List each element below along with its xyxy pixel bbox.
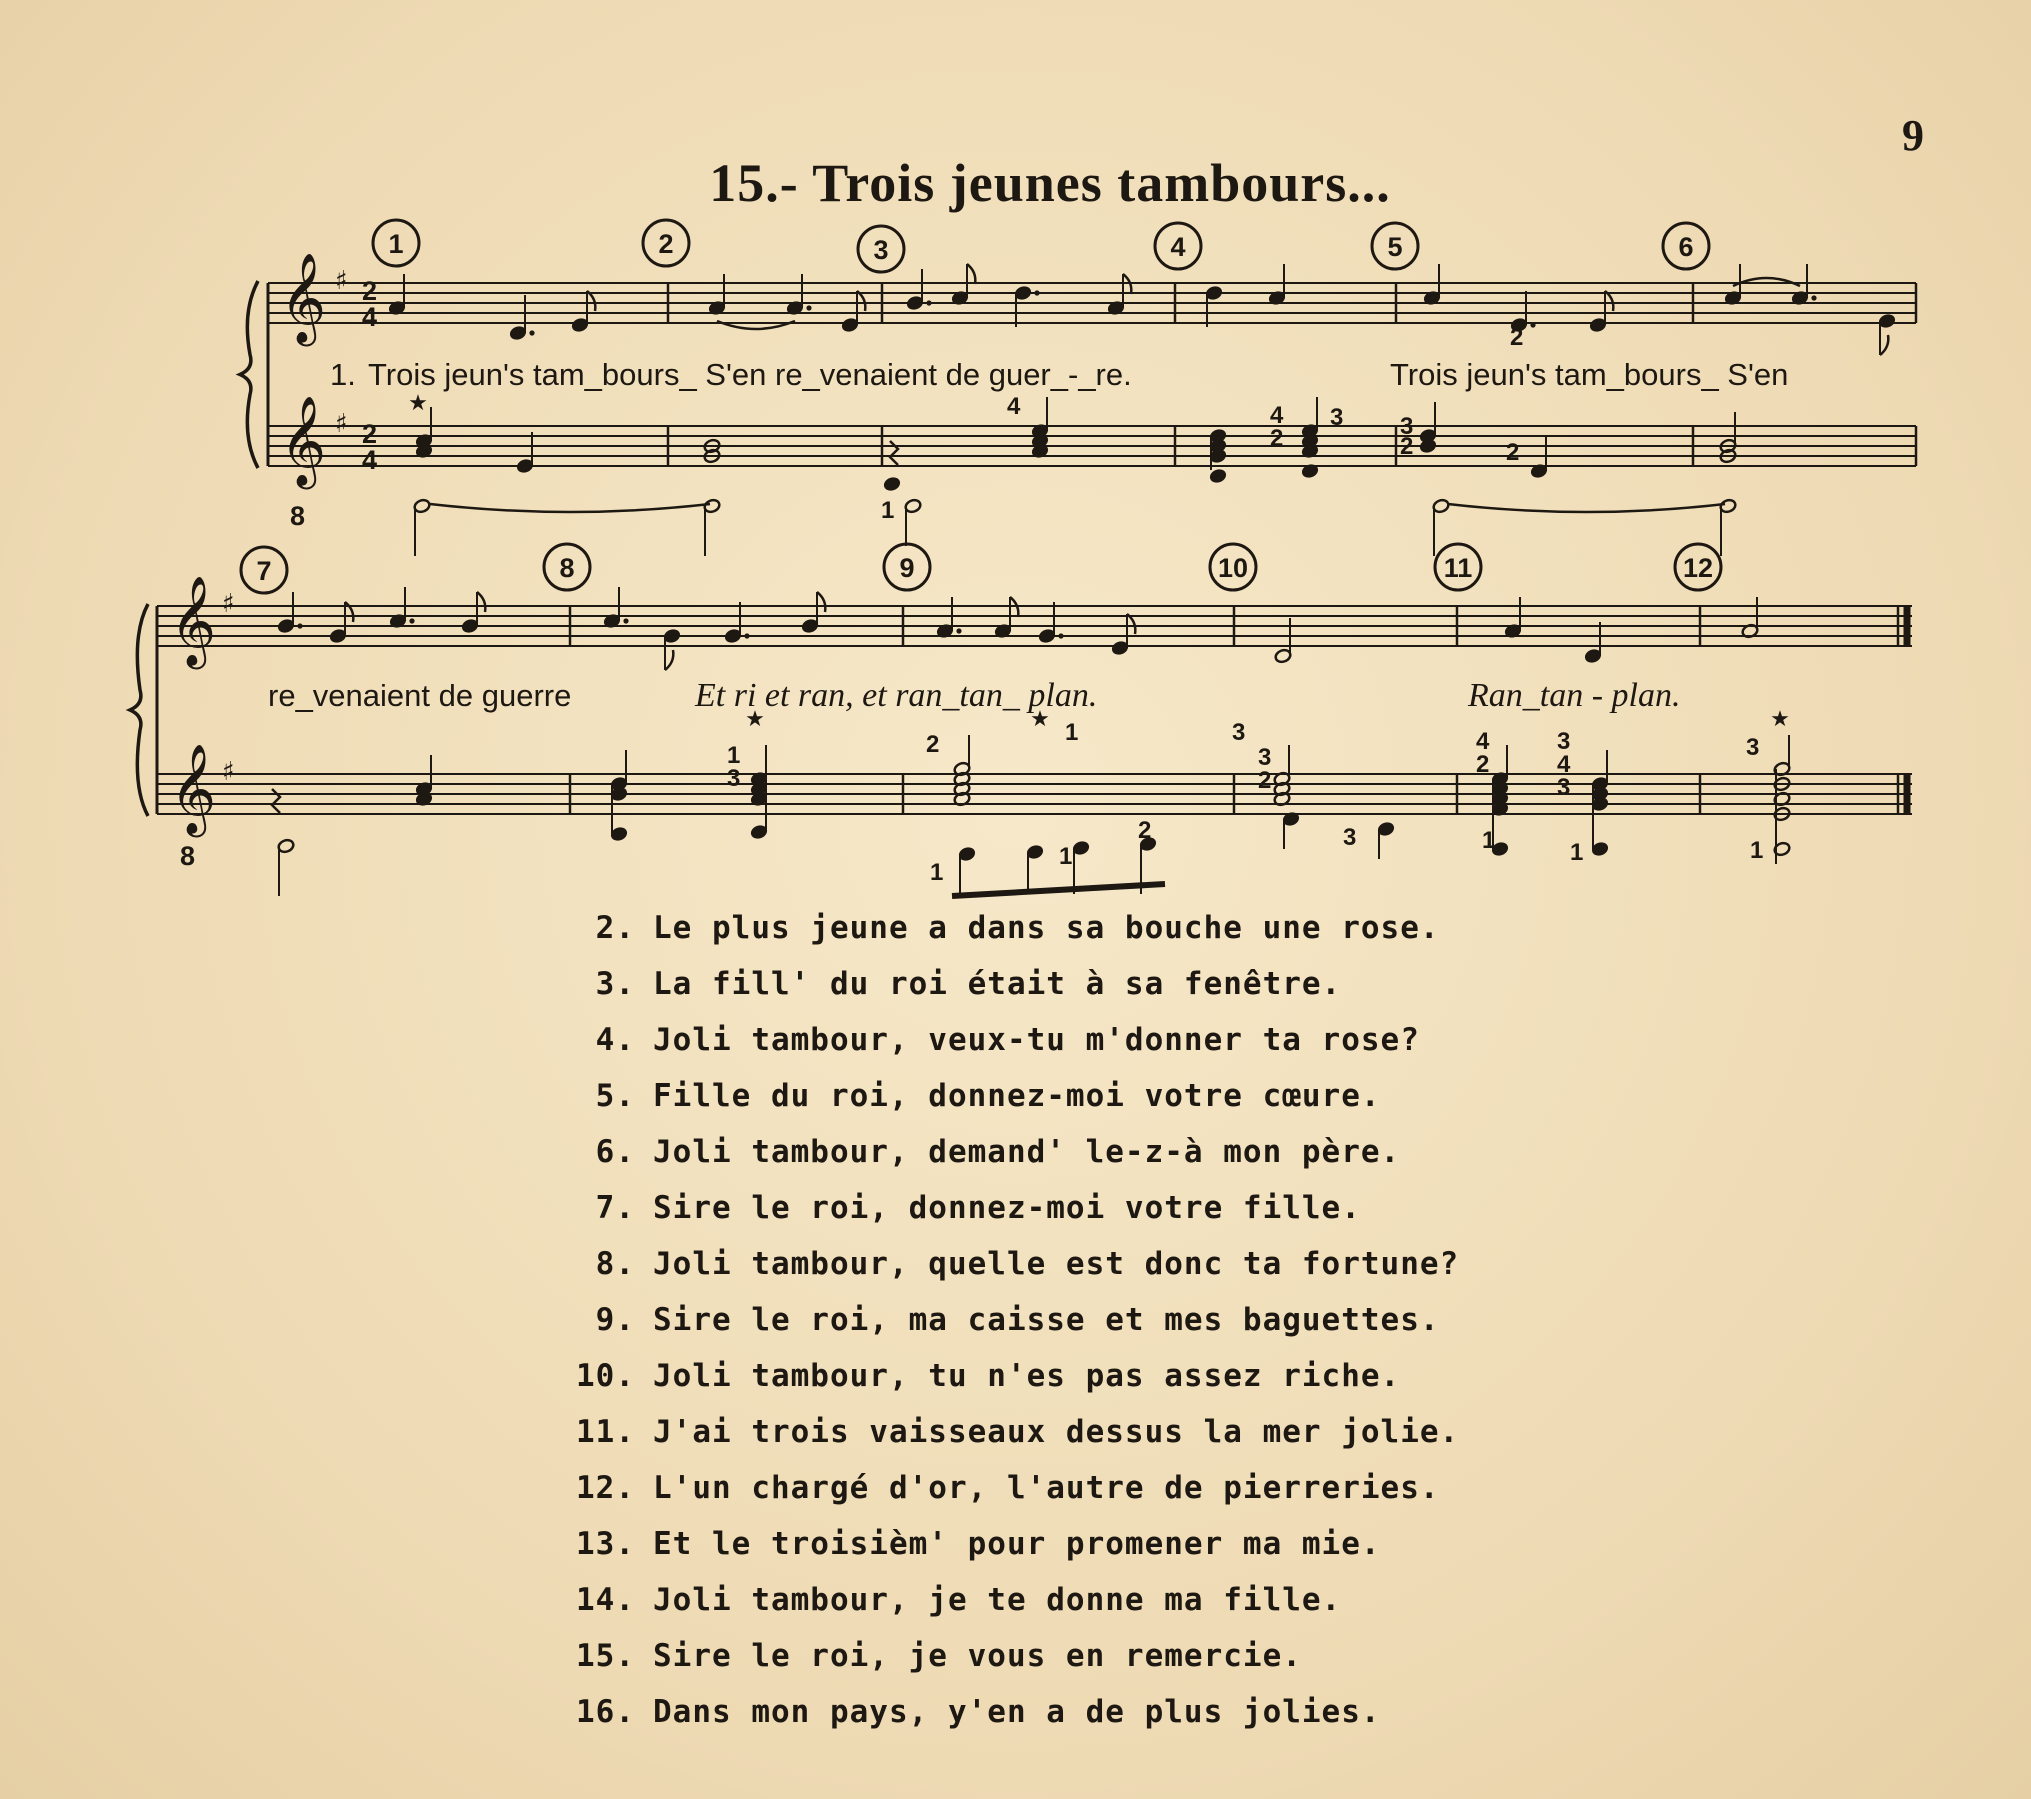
verse-line: 9. Sire le roi, ma caisse et mes baguettes. [595,1302,1440,1338]
star-mark: ★ [745,707,765,732]
fingering: 1 [727,742,741,769]
measure-number-3 [858,226,904,272]
lyric-line-1: Trois jeun's tam_bours_ S'en re_venaient de guer_-_re. [368,357,1132,392]
star-mark: ★ [1030,707,1050,732]
svg-text:6: 6 [1678,232,1694,262]
tie [430,504,710,512]
time-sig-bottom-guitar: 4 [362,445,378,475]
treble-clef: 𝄞 [280,396,327,486]
fingering: 1 [1482,827,1496,854]
fingering: 2 [1270,425,1284,452]
note-dot [1058,633,1063,638]
fingering: 1 [1750,837,1764,864]
lyric-line-2: re_venaient de guerre [268,678,572,713]
fingering: 2 [926,731,940,758]
brace [240,281,258,468]
svg-text:8: 8 [559,553,575,583]
beam [952,884,1165,896]
key-signature-sharp: ♯ [222,589,235,619]
verse-line: 6. Joli tambour, demand' le-z-à mon père. [595,1134,1401,1170]
fingering: 3 [1746,734,1760,761]
time-sig-top-guitar: 2 [362,419,378,449]
measure-number-8 [544,544,590,590]
note-flag [477,592,485,612]
fingering: 1 [930,859,944,886]
fingering: 3 [1258,744,1272,771]
measure-number-9 [884,544,930,590]
fingering: 3 [727,765,741,792]
octave-mark-2: 8 [180,841,196,871]
note-dot [297,623,302,628]
fingering: 1 [1065,719,1079,746]
note-dot [1034,290,1039,295]
measure-number-1 [373,220,419,266]
key-signature-sharp: ♯ [335,409,348,439]
star-mark: ★ [408,391,428,416]
lyric-verse-number: 1. [330,357,356,392]
svg-text:1: 1 [388,229,404,259]
fingering: 4 [1557,751,1571,778]
note-dot [1811,295,1816,300]
svg-text:12: 12 [1682,553,1714,583]
note-dot [1530,322,1535,327]
note-dot [806,305,811,310]
svg-text:9: 9 [899,553,915,583]
svg-text:3: 3 [873,235,889,265]
lyric-line-1-end: Trois jeun's tam_bours_ S'en [1390,357,1789,392]
measure-number-12 [1675,544,1721,590]
note-dot [744,633,749,638]
treble-clef: 𝄞 [170,744,217,834]
note-dot [956,628,961,633]
verse-line: 3. La fill' du roi était à sa fenêtre. [595,966,1342,1002]
note-dot [529,330,534,335]
verse-line: 2. Le plus jeune a dans sa bouche une rose. [595,910,1440,946]
svg-text:7: 7 [256,556,272,586]
verse-line: 16. Dans mon pays, y'en a de plus jolies. [576,1694,1381,1730]
note-flag [967,264,975,284]
measure-number-7 [241,547,287,593]
verse-line: 7. Sire le roi, donnez-moi votre fille. [595,1190,1361,1226]
tie [1448,504,1725,512]
key-signature-sharp: ♯ [335,266,348,296]
note-flag [665,650,673,670]
fingering: 3 [1400,413,1414,440]
fingering: 4 [1007,393,1021,420]
key-signature-sharp: ♯ [222,757,235,787]
verse-line: 15. Sire le roi, je vous en remercie. [576,1638,1302,1674]
brace [130,604,148,816]
treble-clef: 𝄞 [170,576,217,666]
verse-line: 11. J'ai trois vaisseaux dessus la mer jolie. [576,1414,1460,1450]
fingering: 1 [1059,843,1073,870]
measure-number-11 [1435,544,1481,590]
fingering: 4 [1476,728,1490,755]
measure-number-5 [1372,223,1418,269]
rest [890,441,898,465]
svg-text:5: 5 [1387,232,1403,262]
page-number: 9 [1902,111,1924,160]
octave-mark-1: 8 [290,501,306,531]
measure-number-6 [1663,223,1709,269]
fingering: 3 [1557,728,1571,755]
measure-number-4 [1155,223,1201,269]
svg-text:4: 4 [1170,232,1186,262]
time-sig-top-melody: 2 [362,276,378,306]
fingering: 2 [1506,439,1520,466]
fingering: 2 [1510,324,1524,351]
fingering: 1 [1570,839,1584,866]
system-2 [130,576,1912,896]
song-title: 15.- Trois jeunes tambours... [709,153,1391,213]
fingering: 2 [1138,817,1152,844]
star-mark: ★ [1770,707,1790,732]
measure-number-2 [643,220,689,266]
fingering: 3 [1330,404,1344,431]
fingering: 2 [1400,433,1414,460]
verse-line: 8. Joli tambour, quelle est donc ta fortune? [595,1246,1460,1282]
fingering: 3 [1343,824,1357,851]
fingering: 3 [1232,719,1246,746]
fingering: 3 [1557,774,1571,801]
fingering: 2 [1258,767,1272,794]
lyric-refrain-end: Ran_tan - plan. [1468,677,1681,714]
measure-number-10 [1210,544,1256,590]
system-1 [240,253,1916,556]
verse-line: 5. Fille du roi, donnez-moi votre cœure. [595,1078,1381,1114]
lyric-refrain: Et ri et ran, et ran_tan_ plan. [695,677,1098,714]
treble-clef: 𝄞 [280,253,327,343]
note-dot [926,300,931,305]
note-head [883,476,901,492]
svg-text:2: 2 [658,229,674,259]
verse-line: 10. Joli tambour, tu n'es pas assez riche. [576,1358,1401,1394]
note-dot [623,618,628,623]
note-dot [409,618,414,623]
svg-text:10: 10 [1217,553,1249,583]
fingering: 4 [1270,402,1284,429]
verse-line: 12. L'un chargé d'or, l'autre de pierreries. [576,1470,1440,1506]
note-flag [817,592,825,612]
time-sig-bottom-melody: 4 [362,302,378,332]
verse-line: 13. Et le troisièm' pour promener ma mie. [576,1526,1381,1562]
note-flag [1880,335,1888,355]
svg-text:11: 11 [1443,553,1473,583]
note-head [1209,468,1227,484]
fingering: 2 [1476,751,1490,778]
verse-line: 14. Joli tambour, je te donne ma fille. [576,1582,1342,1618]
rest [272,789,280,813]
fingering: 1 [881,497,895,524]
verse-line: 4. Joli tambour, veux-tu m'donner ta rose? [595,1022,1420,1058]
